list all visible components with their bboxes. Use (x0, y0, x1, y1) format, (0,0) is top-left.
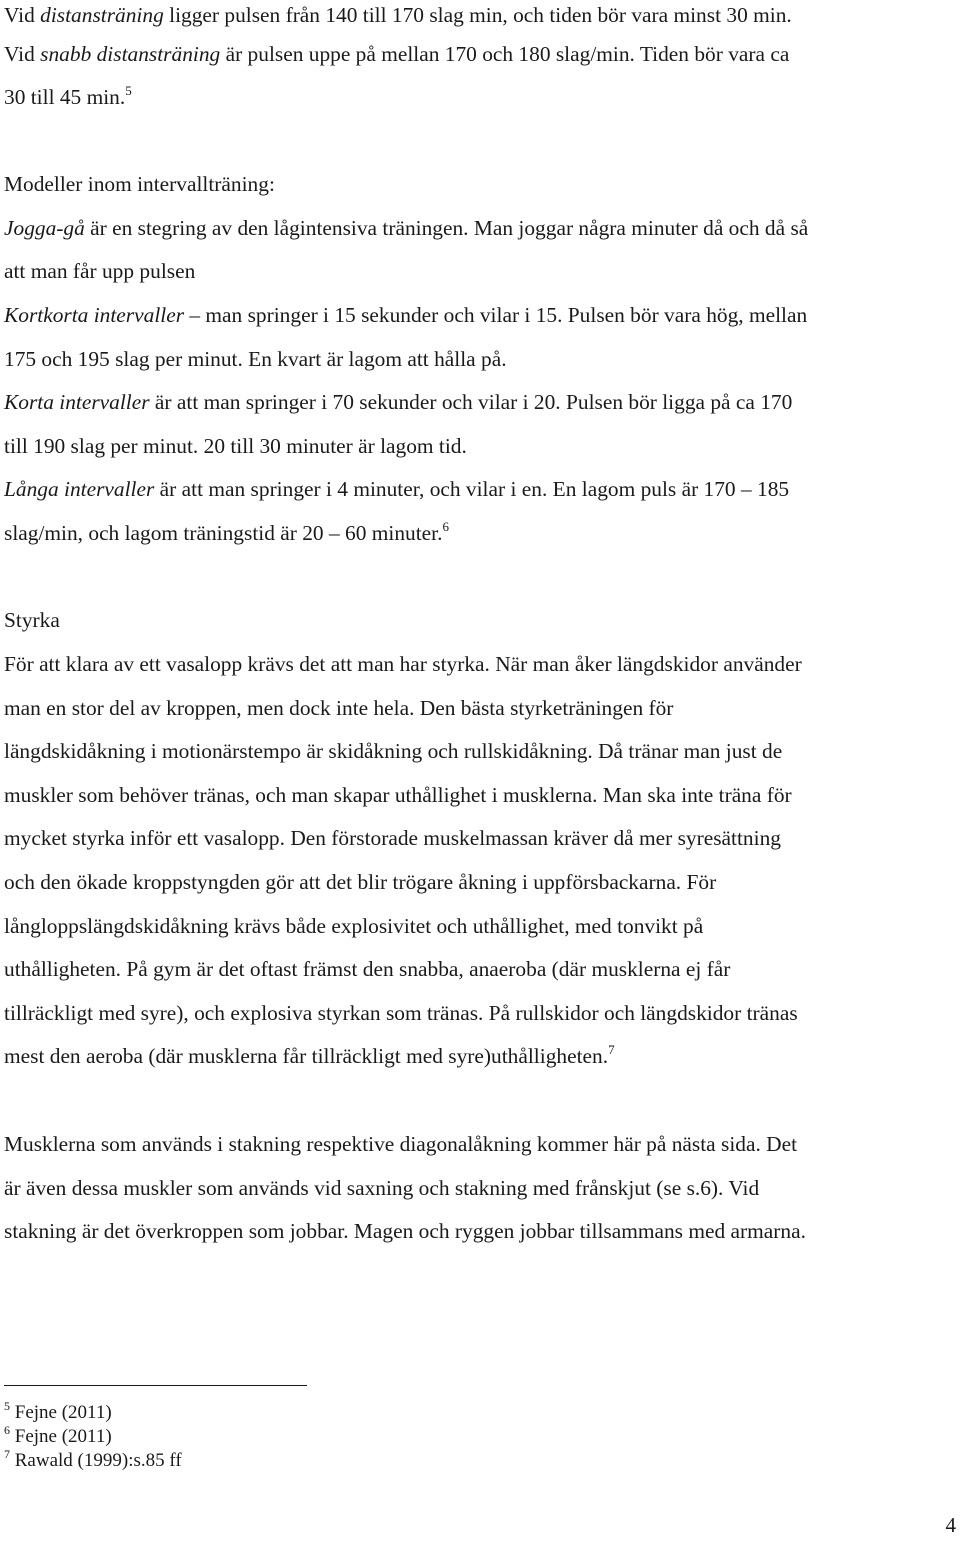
text-line: 175 och 195 slag per minut. En kvart är lagom att hålla på. (4, 347, 507, 371)
text-line: till 190 slag per minut. 20 till 30 minuter är lagom tid. (4, 434, 467, 458)
text-line: Korta intervaller är att man springer i 70 sekunder och vilar i 20. Pulsen bör ligga på ca 170 (4, 390, 793, 414)
text-line: Långa intervaller är att man springer i 4 minuter, och vilar i en. En lagom puls är 170 – 185 (4, 477, 790, 501)
footnote: $^5$ Fejne (2011) (4, 1399, 112, 1423)
text-line: Vid snabb distansträning är pulsen uppe på mellan 170 och 180 slag/min. Tiden bör vara ca (4, 42, 790, 66)
text-line: För att klara av ett vasalopp krävs det att man har styrka. När man åker längdskidor använder (4, 652, 802, 676)
text-line: Vid distansträning ligger pulsen från 140 till 170 slag min, och tiden bör vara minst 30 min. (4, 3, 792, 27)
text-line: längdskidåkning i motionärstempo är skidåkning och rullskidåkning. Då tränar man just de (4, 739, 783, 763)
text-line: mest den aeroba (där musklerna får tillräckligt med syre)uthålligheten.$^7$ (4, 1042, 615, 1068)
text-line: stakning är det överkroppen som jobbar. Magen och ryggen jobbar tillsammans med armarna. (4, 1219, 806, 1243)
footnote: $^7$ Rawald (1999):s.85 ff (4, 1447, 182, 1471)
footnote-ref: 7 (608, 1042, 615, 1057)
text-line: uthålligheten. På gym är det oftast främst den snabba, anaeroba (där musklerna ej får (4, 957, 731, 981)
text-line: muskler som behöver tränas, och man skapar uthållighet i musklerna. Man ska inte träna för (4, 783, 792, 807)
footnote-ref: 6 (442, 519, 449, 534)
text-line: att man får upp pulsen (4, 259, 196, 283)
section-heading-interval: Modeller inom intervallträning: (4, 172, 275, 196)
footnote: $^6$ Fejne (2011) (4, 1423, 112, 1447)
text-line: Musklerna som används i stakning respektive diagonalåkning kommer här på nästa sida. Det (4, 1132, 798, 1156)
text-line: Jogga-gå är en stegring av den lågintensiva träningen. Man joggar några minuter då och då så (4, 216, 809, 240)
footnote-separator (4, 1385, 307, 1386)
section-heading-styrka: Styrka (4, 608, 60, 632)
text-line: man en stor del av kroppen, men dock inte hela. Den bästa styrketräningen för (4, 696, 674, 720)
text-line: tillräckligt med syre), och explosiva styrkan som tränas. På rullskidor och längdskidor tränas (4, 1001, 798, 1025)
text-line: Kortkorta intervaller – man springer i 15 sekunder och vilar i 15. Pulsen bör vara hög, mellan (4, 303, 808, 327)
footnote-ref: 5 (125, 83, 132, 98)
text-line: är även dessa muskler som används vid saxning och stakning med frånskjut (se s.6). Vid (4, 1176, 760, 1200)
text-line: mycket styrka inför ett vasalopp. Den förstorade muskelmassan kräver då mer syresättning (4, 826, 781, 850)
text-line: och den ökade kroppstyngden gör att det blir trögare åkning i uppförsbackarna. För (4, 870, 717, 894)
text-line: långloppslängdskidåkning krävs både explosivitet och uthållighet, med tonvikt på (4, 914, 704, 938)
text-line: 30 till 45 min.$^5$ (4, 83, 132, 109)
page-number: 4 (945, 1513, 956, 1537)
text-line: slag/min, och lagom träningstid är 20 – 60 minuter.$^6$ (4, 519, 449, 545)
